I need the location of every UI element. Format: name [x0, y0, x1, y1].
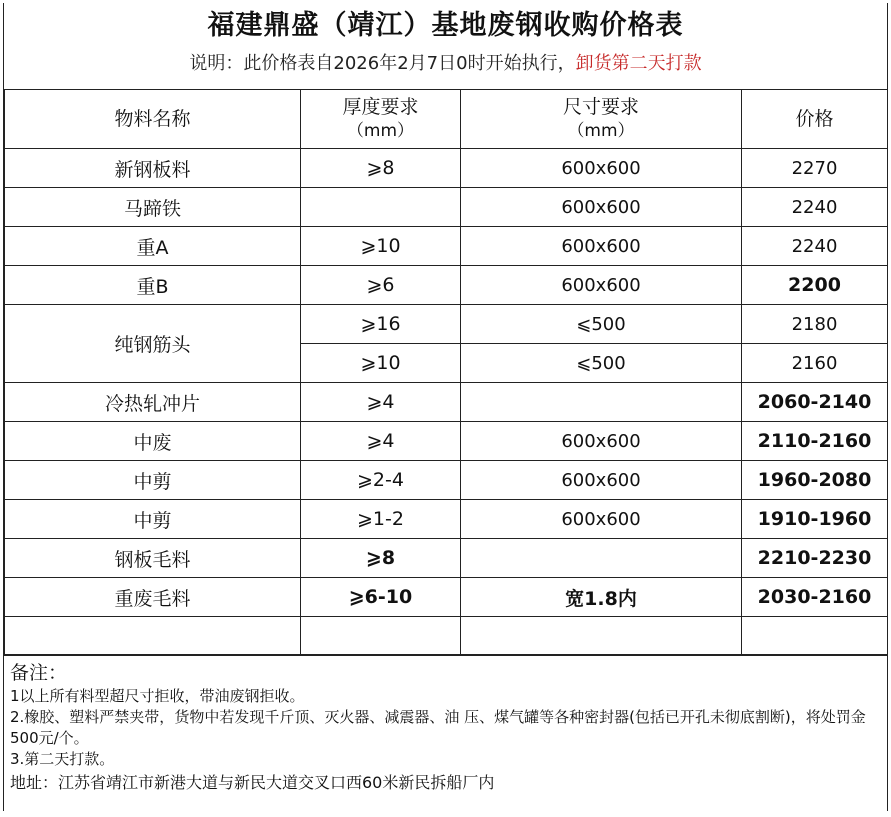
cell-size: 600x600	[461, 188, 742, 227]
cell-thickness: ⩾16	[301, 305, 461, 344]
cell-name: 中剪	[5, 461, 301, 500]
cell-name: 重废毛料	[5, 578, 301, 617]
note-line: 2.橡胶、塑料严禁夹带，货物中若发现千斤顶、灭火器、减震器、油 压、煤气罐等各种密封器(包括已开孔未彻底割断)，将处罚金500元/个。	[10, 708, 866, 747]
table-row	[5, 461, 888, 500]
header-thickness	[301, 90, 461, 149]
cell-price: 2270	[742, 149, 888, 188]
cell-name: 重B	[5, 266, 301, 305]
table-row	[5, 188, 888, 227]
cell-name: 重A	[5, 227, 301, 266]
table-row	[5, 227, 888, 266]
header-thickness-unit: （mm）	[346, 121, 415, 141]
cell-size	[461, 539, 742, 578]
table-row	[5, 500, 888, 539]
cell-name: 中剪	[5, 500, 301, 539]
cell-thickness: ⩾8	[301, 149, 461, 188]
empty-cell	[5, 617, 301, 655]
table-row	[5, 539, 888, 578]
cell-size	[461, 383, 742, 422]
cell-thickness: ⩾1-2	[301, 500, 461, 539]
cell-size: ⩽500	[461, 305, 742, 344]
cell-size: ⩽500	[461, 344, 742, 383]
table-row	[5, 305, 888, 344]
header-thickness-label: 厚度要求	[342, 96, 419, 118]
cell-thickness: ⩾4	[301, 383, 461, 422]
cell-price: 2240	[742, 227, 888, 266]
empty-cell	[301, 617, 461, 655]
empty-cell	[742, 617, 888, 655]
price-sheet	[3, 3, 888, 811]
cell-thickness: ⩾6-10	[301, 578, 461, 617]
table-header-row	[5, 90, 888, 149]
cell-size: 宽1.8内	[461, 578, 742, 617]
cell-size: 600x600	[461, 227, 742, 266]
table-row	[5, 149, 888, 188]
page-title: 福建鼎盛（靖江）基地废钢收购价格表	[207, 10, 684, 41]
table-row	[5, 578, 888, 617]
cell-price: 2240	[742, 188, 888, 227]
cell-price: 1910-1960	[742, 500, 888, 539]
table-row	[5, 266, 888, 305]
payment-warning: 卸货第二天打款	[575, 53, 702, 74]
cell-name: 马蹄铁	[5, 188, 301, 227]
cell-name: 新钢板料	[5, 149, 301, 188]
cell-price: 2030-2160	[742, 578, 888, 617]
header-price: 价格	[742, 90, 888, 149]
cell-name: 中废	[5, 422, 301, 461]
cell-name: 钢板毛料	[5, 539, 301, 578]
header-name: 物料名称	[5, 90, 301, 149]
cell-size: 600x600	[461, 266, 742, 305]
cell-size: 600x600	[461, 500, 742, 539]
cell-size: 600x600	[461, 461, 742, 500]
cell-thickness: ⩾10	[301, 344, 461, 383]
subtitle	[4, 47, 887, 89]
note-line: 3.第二天打款。	[10, 750, 115, 768]
cell-thickness: ⩾2-4	[301, 461, 461, 500]
cell-thickness: ⩾4	[301, 422, 461, 461]
cell-price: 2160	[742, 344, 888, 383]
header-size-label: 尺寸要求	[562, 96, 639, 118]
cell-price: 1960-2080	[742, 461, 888, 500]
table-row	[5, 422, 888, 461]
subtitle-text: 说明：此价格表自2026年2月7日0时开始执行，	[189, 53, 576, 74]
cell-price: 2110-2160	[742, 422, 888, 461]
price-table	[4, 89, 888, 655]
cell-price: 2180	[742, 305, 888, 344]
table-row-empty	[5, 617, 888, 655]
cell-size: 600x600	[461, 149, 742, 188]
cell-thickness: ⩾6	[301, 266, 461, 305]
header-size-unit: （mm）	[567, 121, 635, 141]
cell-thickness	[301, 188, 461, 227]
cell-price: 2200	[742, 266, 888, 305]
cell-price: 2060-2140	[742, 383, 888, 422]
cell-name: 纯钢筋头	[5, 305, 301, 383]
notes-section	[4, 655, 887, 796]
notes-title: 备注：	[10, 662, 68, 684]
address: 地址：江苏省靖江市新港大道与新民大道交叉口西60米新民拆船厂内	[10, 773, 495, 792]
cell-name: 冷热轧冲片	[5, 383, 301, 422]
cell-thickness: ⩾8	[301, 539, 461, 578]
cell-price: 2210-2230	[742, 539, 888, 578]
cell-size: 600x600	[461, 422, 742, 461]
table-row	[5, 383, 888, 422]
header-size	[461, 90, 742, 149]
cell-thickness: ⩾10	[301, 227, 461, 266]
empty-cell	[461, 617, 742, 655]
note-line: 1以上所有料型超尺寸拒收，带油废钢拒收。	[10, 687, 305, 705]
